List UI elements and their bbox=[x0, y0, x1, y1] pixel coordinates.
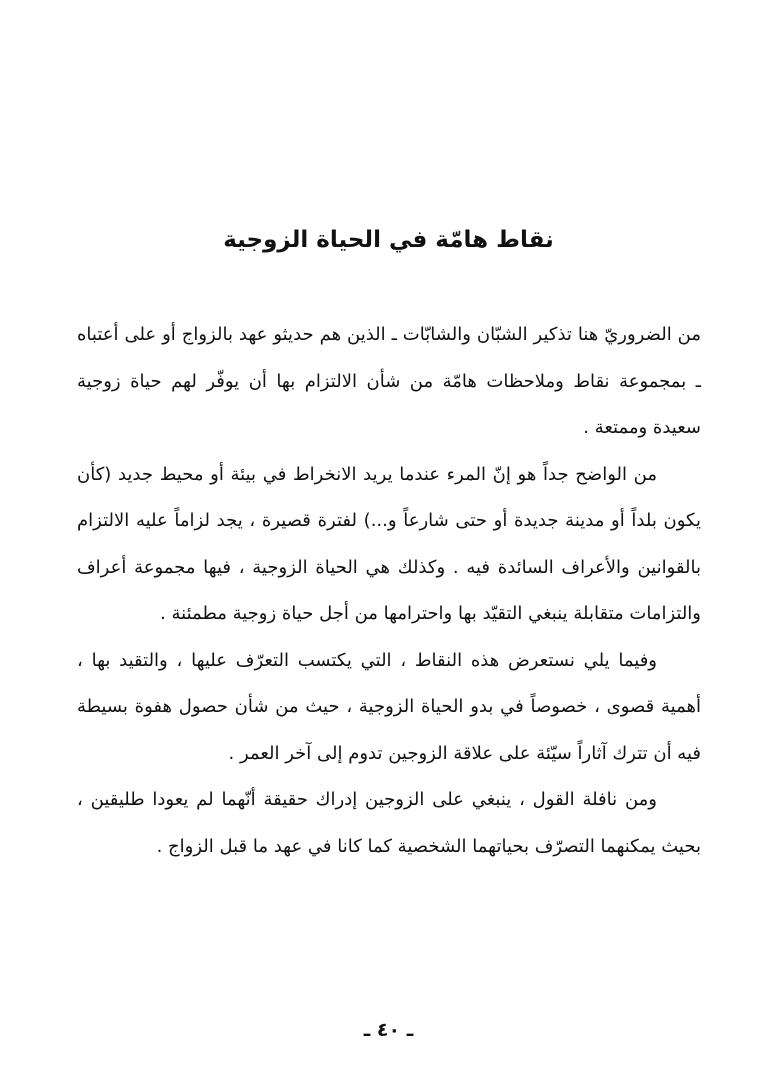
body-text bbox=[77, 312, 701, 870]
paragraph-3: وفيما يلي نستعرض هذه النقاط ، التي يكتسب التعرّف عليها ، والتقيد بها ، أهمية قصوى ، خصوصاً في بدو الحياة الزوجية ، حيث من شأن حصول هفوة بسيطة فيه أن تترك آثاراً سيّئة على علاقة الزوجين تدوم إلى آخر العمر . bbox=[77, 649, 701, 764]
page-title: نقاط هامّة في الحياة الزوجية bbox=[223, 227, 554, 253]
paragraph-2: من الواضح جداً هو إنّ المرء عندما يريد الانخراط في بيئة أو محيط جديد (كأن يكون بلداً أو مدينة جديدة أو حتى شارعاً و...) لفترة قصيرة ، يجد لزاماً عليه الالتزام بالقوانين والأعراف السائدة فيه . وكذلك هي الحياة الزوجية ، فيها مجموعة أعراف والتزامات متقابلة ينبغي التقيّد بها واحترامها من أجل حياة زوجية مطمئنة . bbox=[77, 463, 701, 624]
paragraph-4: ومن نافلة القول ، ينبغي على الزوجين إدراك حقيقة أنّهما لم يعودا طليقين ، بحيث يمكنهما التصرّف بحياتهما الشخصية كما كانا في عهد ما قبل الزواج . bbox=[77, 789, 701, 857]
paragraph-1: من الضروريّ هنا تذكير الشبّان والشابّات ـ الذين هم حديثو عهد بالزواج أو على أعتباه ـ بمجموعة نقاط وملاحظات هامّة من شأن الالتزام بها أن يوفّر لهم حياة زوجية سعيدة وممتعة . bbox=[77, 324, 701, 438]
page-number: ـ ٤٠ ـ bbox=[363, 1019, 414, 1041]
